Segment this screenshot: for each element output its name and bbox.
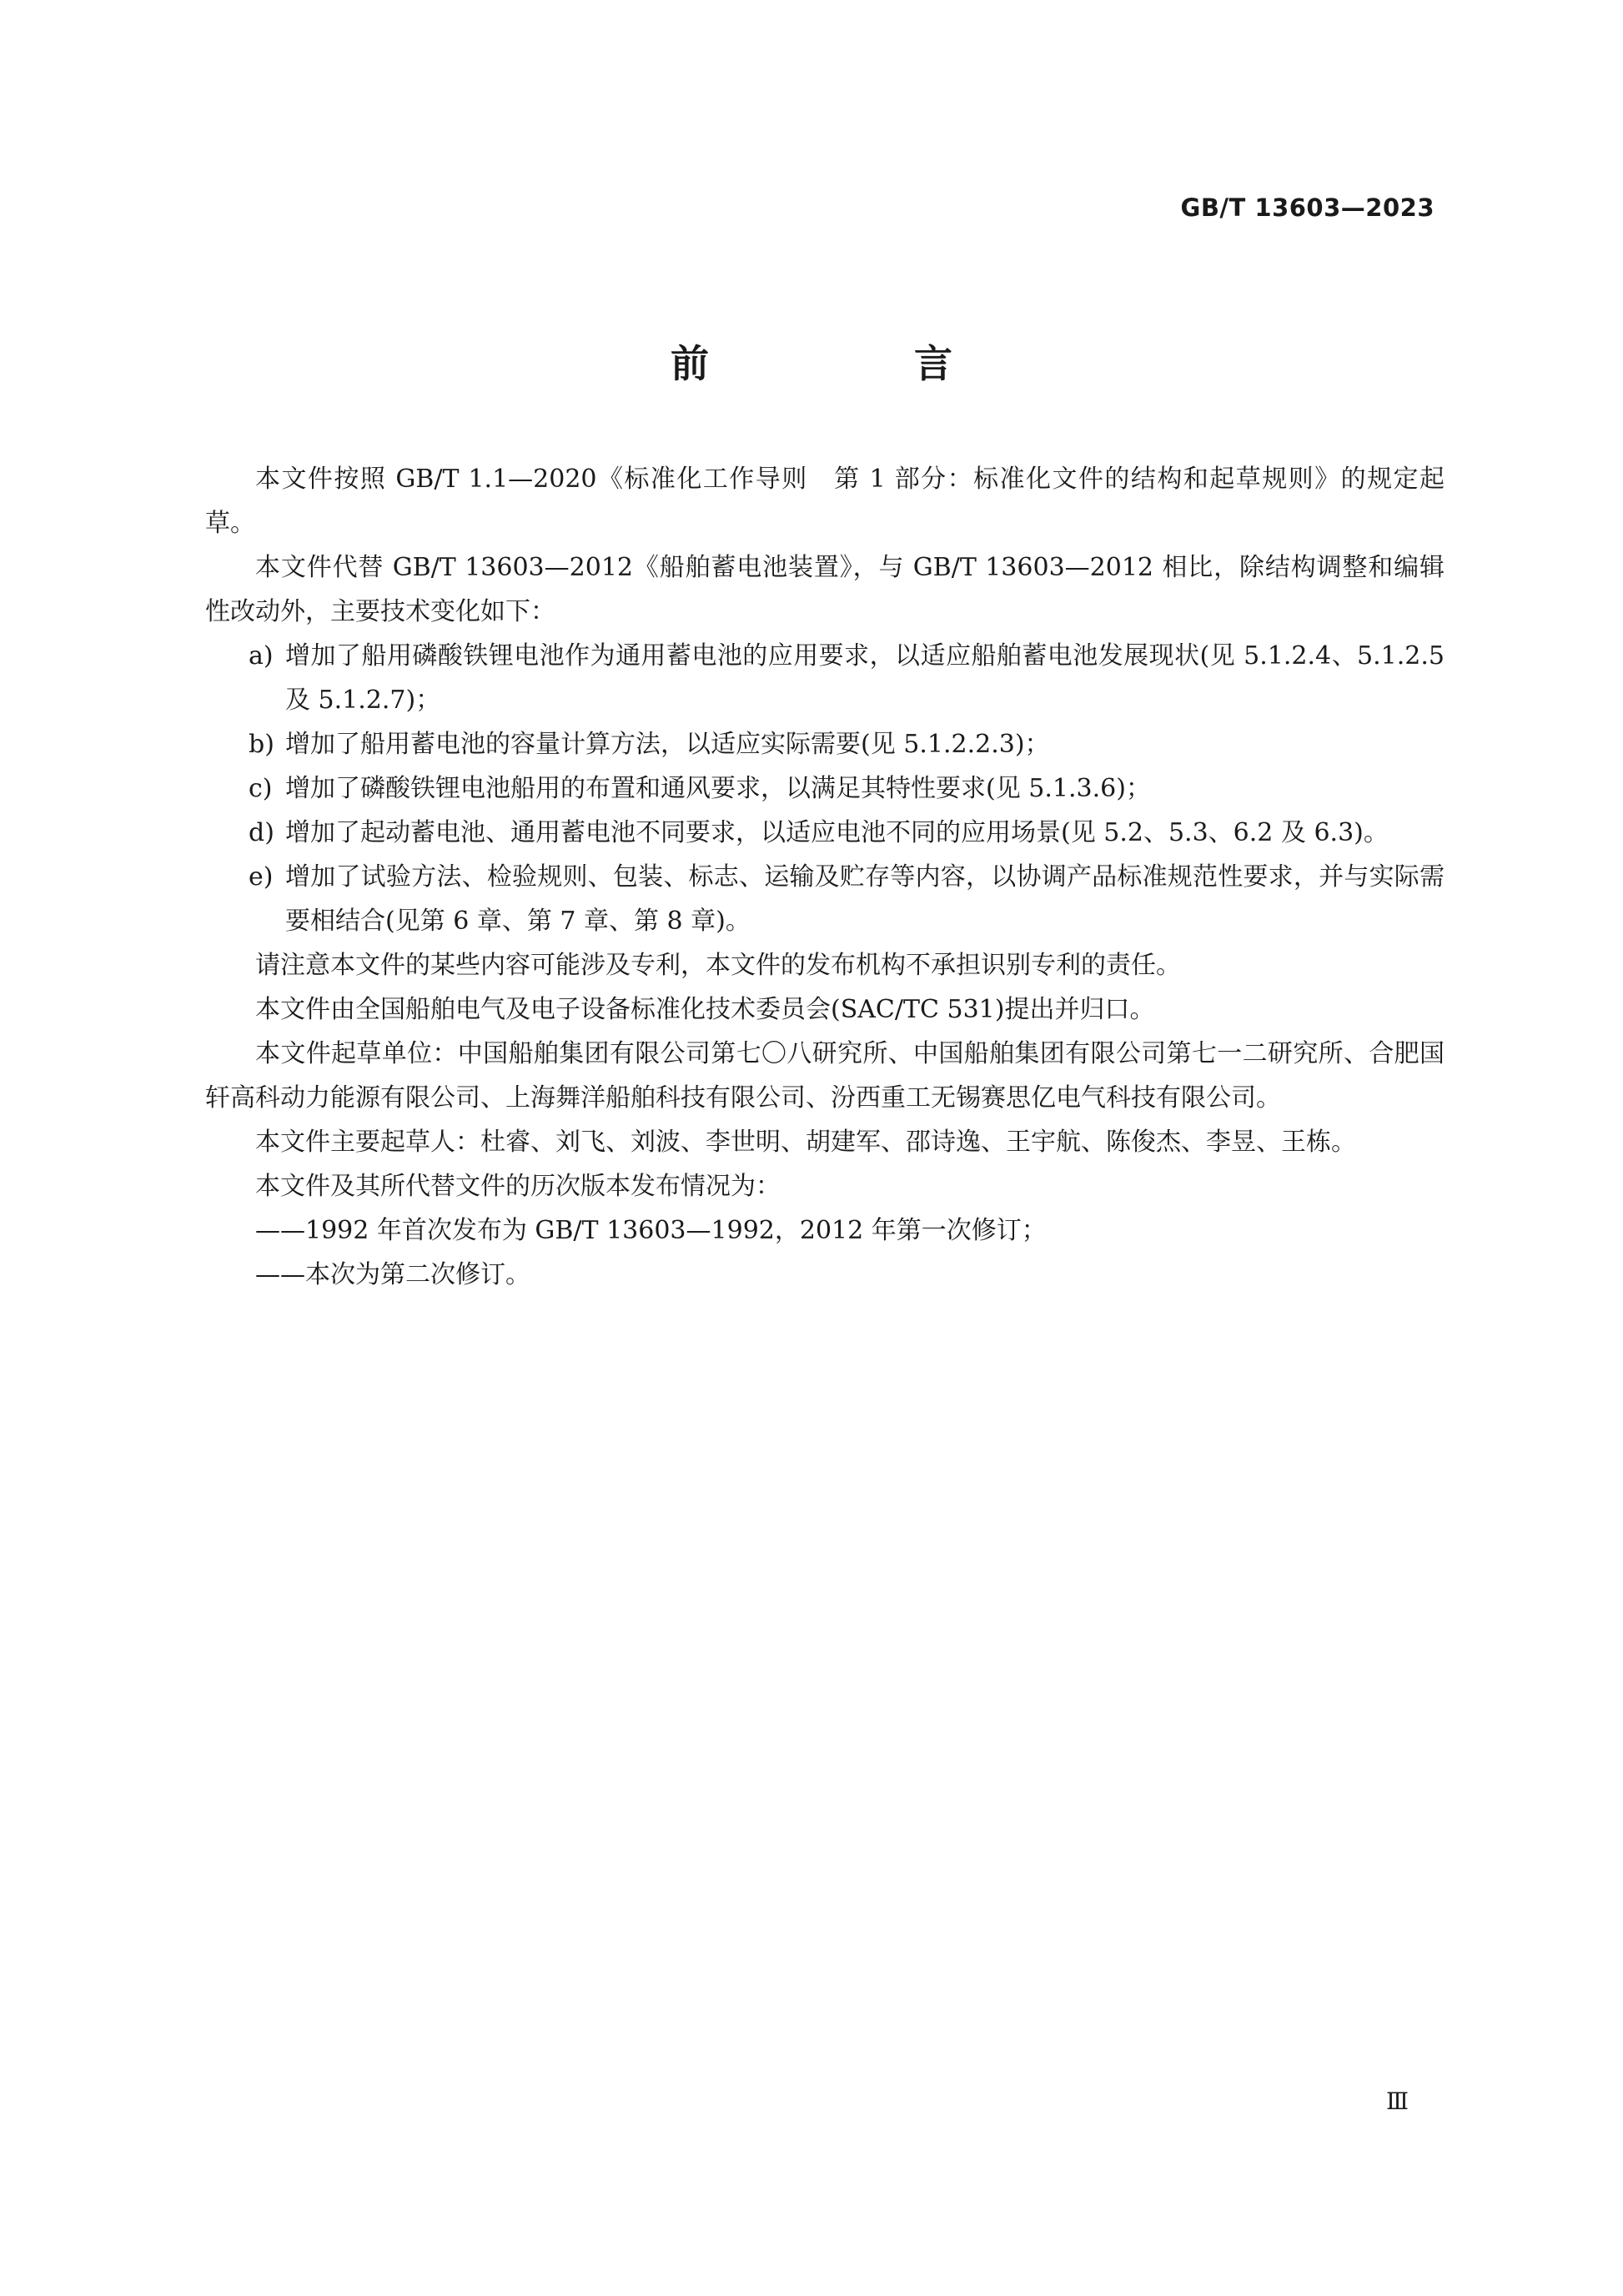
change-item-c	[205, 766, 1445, 811]
history-item-current: ——本次为第二次修订。	[255, 1260, 530, 1289]
paragraph-drafting-rules: 本文件按照 GB/T 1.1—2020《标准化工作导则 第 1 部分：标准化文件的结构和起草规则》的规定起草。	[205, 465, 1445, 538]
paragraph-drafters: 本文件主要起草人：杜睿、刘飞、刘波、李世明、胡建军、邵诗逸、王宇航、陈俊杰、李昱、王栋。	[255, 1128, 1356, 1157]
list-marker: c)	[249, 774, 273, 803]
paragraph-committee: 本文件由全国船舶电气及电子设备标准化技术委员会(SAC/TC 531)提出并归口。	[255, 995, 1155, 1024]
paragraph-drafting-units: 本文件起草单位：中国船舶集团有限公司第七〇八研究所、中国船舶集团有限公司第七一二研究所、合肥国轩高科动力能源有限公司、上海舞洋船舶科技有限公司、汾西重工无锡赛思亿电气科技有限公司。	[205, 1039, 1445, 1113]
change-item-a	[205, 634, 1445, 722]
standard-code: GB/T 13603—2023	[1180, 193, 1435, 222]
change-item-e	[205, 855, 1445, 943]
list-marker: e)	[249, 862, 274, 892]
paragraph-patent-notice: 请注意本文件的某些内容可能涉及专利，本文件的发布机构不承担识别专利的责任。	[255, 951, 1181, 980]
page-title: 前 言	[671, 341, 1036, 386]
change-item-d	[205, 811, 1445, 855]
list-item-text: 增加了磷酸铁锂电池船用的布置和通风要求，以满足其特性要求(见 5.1.3.6)；	[285, 774, 1151, 803]
change-item-b	[205, 722, 1445, 766]
list-marker: d)	[249, 818, 274, 847]
list-marker: b)	[249, 730, 274, 759]
page-number: Ⅲ	[1386, 2088, 1408, 2115]
paragraph-history-intro: 本文件及其所代替文件的历次版本发布情况为：	[255, 1172, 781, 1201]
list-item-text: 增加了起动蓄电池、通用蓄电池不同要求，以适应电池不同的应用场景(见 5.2、5.3、6.2 及 6.3)。	[285, 818, 1389, 847]
paragraph-replacement: 本文件代替 GB/T 13603—2012《船舶蓄电池装置》，与 GB/T 13603—2012 相比，除结构调整和编辑性改动外，主要技术变化如下：	[205, 553, 1445, 626]
list-item-text: 增加了船用磷酸铁锂电池作为通用蓄电池的应用要求，以适应船舶蓄电池发展现状(见 5.1.2.4、5.1.2.5 及 5.1.2.7)；	[285, 641, 1445, 715]
history-item-1992: ——1992 年首次发布为 GB/T 13603—1992，2012 年第一次修订；	[255, 1216, 1047, 1245]
list-item-text: 增加了船用蓄电池的容量计算方法，以适应实际需要(见 5.1.2.2.3)；	[285, 730, 1050, 759]
list-item-text: 增加了试验方法、检验规则、包装、标志、运输及贮存等内容，以协调产品标准规范性要求，并与实际需要相结合(见第 6 章、第 7 章、第 8 章)。	[285, 862, 1445, 936]
list-marker: a)	[249, 641, 274, 671]
document-body	[205, 457, 1445, 1297]
